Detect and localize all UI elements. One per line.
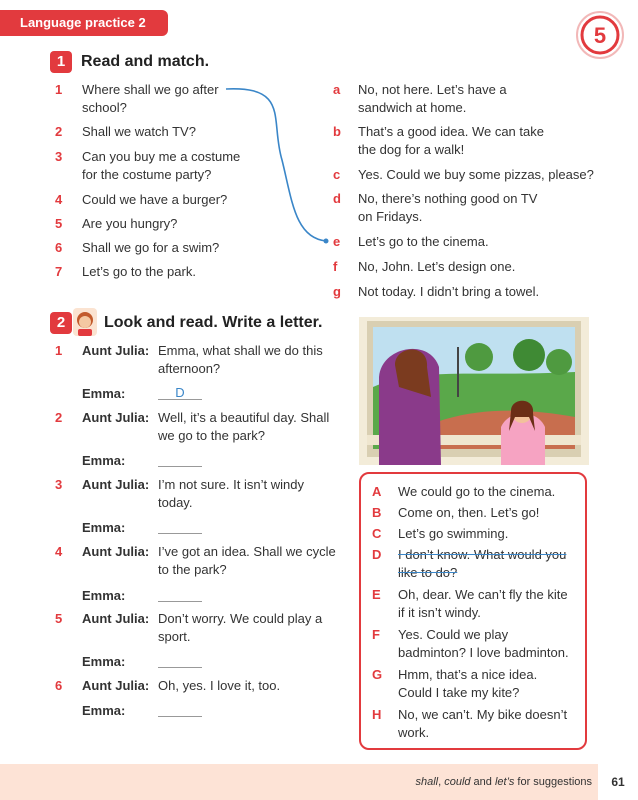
answer-blank[interactable] [158, 653, 202, 668]
dialogue-text: to the park? [158, 562, 227, 577]
answer-text: on Fridays. [358, 209, 423, 224]
speaker-aunt: Aunt Julia: [82, 611, 150, 626]
option-letter: F [372, 627, 380, 642]
dialogue-number: 6 [55, 678, 63, 693]
question-text: for the costume party? [82, 167, 212, 182]
question-text: Where shall we go after [82, 82, 219, 97]
footer-sep: for suggestions [514, 776, 592, 788]
answer-text: Not today. I didn’t bring a towel. [358, 284, 540, 299]
answer-blank[interactable] [158, 452, 202, 467]
footer-word: shall [415, 776, 439, 788]
speaker-emma: Emma: [82, 703, 126, 718]
dialogue-text: we go to the park? [158, 428, 265, 443]
answer-letter: b [333, 124, 341, 139]
option-text: Yes. Could we play [398, 627, 509, 642]
option-letter: B [372, 505, 382, 520]
answer-letter: c [333, 167, 341, 182]
option-text: We could go to the cinema. [398, 484, 556, 499]
answer-text: sandwich at home. [358, 100, 467, 115]
answer-blank[interactable]: D [158, 385, 202, 400]
dialogue-text: I’m not sure. It isn’t windy [158, 477, 304, 492]
footer-caption [415, 776, 592, 788]
option-text: Let’s go swimming. [398, 526, 509, 541]
question-text: Are you hungry? [82, 216, 178, 231]
answer-letter: e [333, 234, 341, 249]
match-line [0, 0, 638, 320]
option-text: No, we can’t. My bike doesn’t [398, 707, 568, 722]
dialogue-text: today. [158, 495, 193, 510]
dialogue-number: 3 [55, 477, 63, 492]
speaker-emma: Emma: [82, 453, 126, 468]
speaker-emma: Emma: [82, 588, 126, 603]
speaker-aunt: Aunt Julia: [82, 678, 150, 693]
option-text: if it isn’t windy. [398, 605, 481, 620]
girl-avatar-icon [72, 307, 98, 337]
dialogue-text: sport. [158, 629, 191, 644]
dialogue-number: 2 [55, 410, 63, 425]
option-letter: A [372, 484, 382, 499]
option-letter: H [372, 707, 382, 722]
dialogue-text: Oh, yes. I love it, too. [158, 678, 281, 693]
option-letter: C [372, 526, 382, 541]
question-number: 3 [55, 149, 63, 164]
speaker-aunt: Aunt Julia: [82, 410, 150, 425]
footer-word: let’s [494, 776, 515, 788]
dialogue-text: I’ve got an idea. Shall we cycle [158, 544, 336, 559]
answer-blank[interactable] [158, 587, 202, 602]
answer-text: the dog for a walk! [358, 142, 465, 157]
speaker-aunt: Aunt Julia: [82, 544, 150, 559]
question-number: 5 [55, 216, 63, 231]
option-letter: E [372, 587, 381, 602]
dialogue-number: 1 [55, 343, 63, 358]
exercise-2-number: 2 [50, 312, 72, 334]
option-letter: G [372, 667, 383, 682]
question-text: Let’s go to the park. [82, 264, 196, 279]
question-text: Shall we go for a swim? [82, 240, 220, 255]
question-text: school? [82, 100, 127, 115]
page-number: 61 [611, 775, 625, 789]
speaker-emma: Emma: [82, 520, 126, 535]
answer-text: No, not here. Let’s have a [358, 82, 507, 97]
question-number: 7 [55, 264, 63, 279]
answer-blank[interactable] [158, 519, 202, 534]
question-number: 4 [55, 192, 63, 207]
answer-letter: f [333, 259, 338, 274]
question-number: 1 [55, 82, 63, 97]
speaker-emma: Emma: [82, 386, 126, 401]
option-text-crossed: like to do? [398, 565, 458, 580]
answer-text: Yes. Could we buy some pizzas, please? [358, 167, 594, 182]
option-text: Come on, then. Let’s go! [398, 505, 540, 520]
answer-letter: a [333, 82, 341, 97]
exercise-1-title: Read and match. [81, 53, 210, 70]
answer-text: That’s a good idea. We can take [358, 124, 544, 139]
option-text: Hmm, that’s a nice idea. [398, 667, 538, 682]
dialogue-text: Emma, what shall we do this [158, 343, 323, 358]
section-label: Language practice 2 [0, 10, 168, 36]
answer-blank[interactable] [158, 702, 202, 717]
dialogue-text: Well, it’s a beautiful day. Shall [158, 410, 330, 425]
dialogue-number: 5 [55, 611, 63, 626]
footer-sep: , [438, 776, 445, 788]
exercise-1-number: 1 [50, 51, 72, 73]
footer-sep: and [470, 776, 495, 788]
option-text: work. [398, 725, 430, 740]
answer-letter: g [333, 284, 341, 299]
question-number: 2 [55, 124, 63, 139]
speaker-emma: Emma: [82, 654, 126, 669]
option-text: Oh, dear. We can’t fly the kite [398, 587, 568, 602]
speaker-aunt: Aunt Julia: [82, 477, 150, 492]
footer-word: could [444, 776, 471, 788]
dialogue-text: afternoon? [158, 361, 221, 376]
option-text: Could I take my kite? [398, 685, 520, 700]
question-number: 6 [55, 240, 63, 255]
unit-number: 5 [593, 23, 607, 48]
question-text: Could we have a burger? [82, 192, 228, 207]
answer-text: No, John. Let’s design one. [358, 259, 516, 274]
speaker-aunt: Aunt Julia: [82, 343, 150, 358]
dialogue-number: 4 [55, 544, 63, 559]
dialogue-text: Don’t worry. We could play a [158, 611, 323, 626]
option-text-crossed: I don’t know. What would you [398, 547, 567, 562]
exercise-2-title: Look and read. Write a letter. [104, 314, 323, 331]
window-illustration [359, 317, 589, 465]
answer-text: No, there’s nothing good on TV [358, 191, 538, 206]
answer-text: Let’s go to the cinema. [358, 234, 489, 249]
question-text: Shall we watch TV? [82, 124, 196, 139]
option-letter: D [372, 547, 382, 562]
question-text: Can you buy me a costume [82, 149, 241, 164]
option-text: badminton? I love badminton. [398, 645, 569, 660]
answer-letter: d [333, 191, 341, 206]
